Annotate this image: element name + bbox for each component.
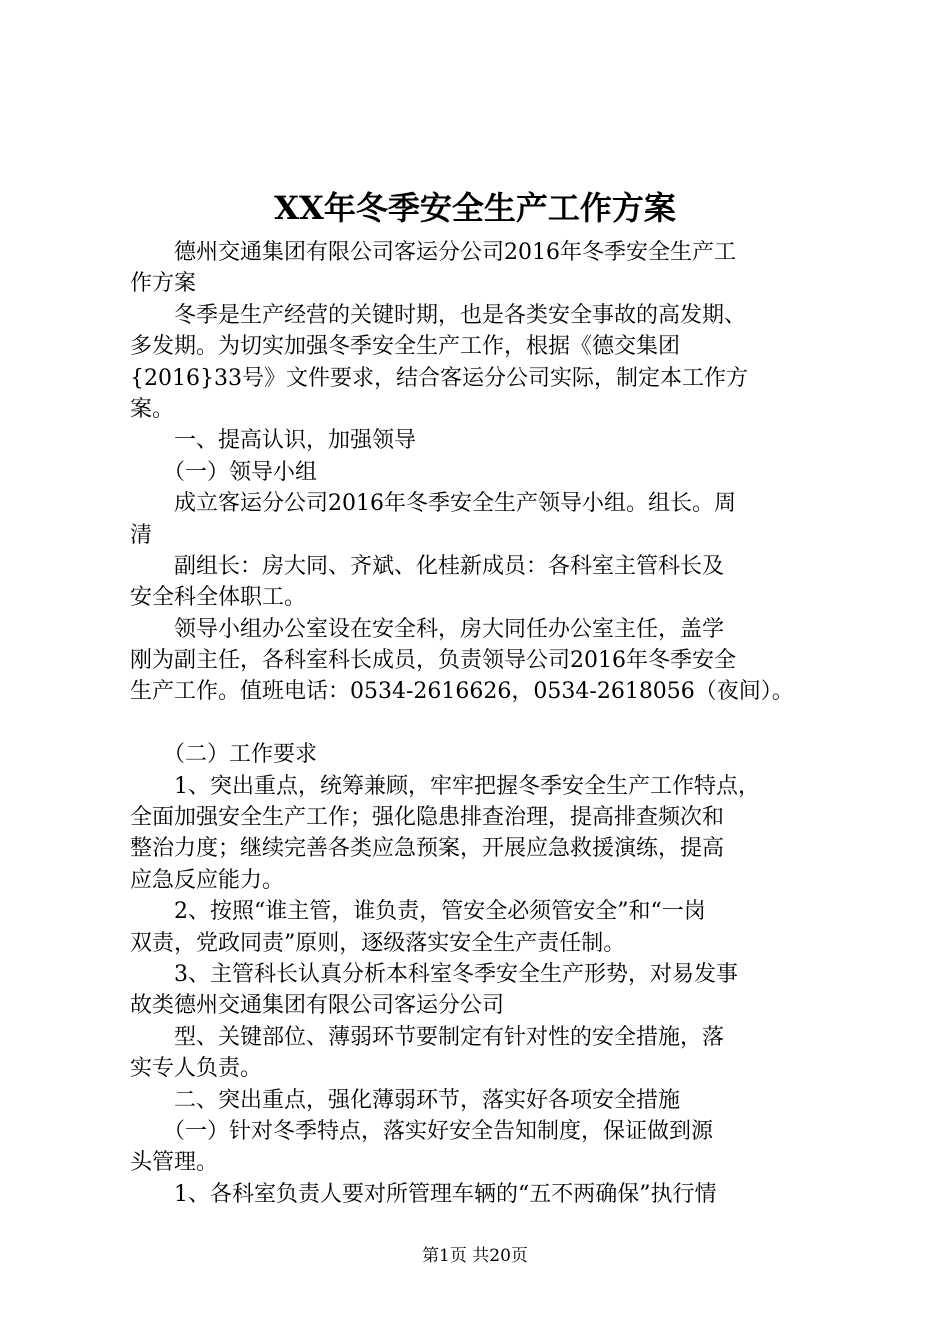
body-line: 1、突出重点，统筹兼顾，牢牢把握冬季安全生产工作特点，	[130, 773, 760, 799]
body-line: 成立客运分公司2016年冬季安全生产领导小组。组长。周	[130, 491, 736, 517]
body-line: 生产工作。值班电话：0534-2616626，0534-2618056（夜间）。	[130, 679, 794, 705]
body-line: 清	[130, 522, 153, 548]
body-line: 一、提高认识，加强领导	[130, 428, 417, 454]
body-line: 3、主管科长认真分析本科室冬季安全生产形势，对易发事	[130, 961, 738, 987]
body-line: 型、关键部位、薄弱环节要制定有针对性的安全措施，落	[130, 1024, 725, 1050]
body-line: （二）工作要求	[130, 742, 318, 768]
document-body	[130, 237, 840, 1210]
body-line: 头管理。	[130, 1150, 219, 1176]
body-line: 应急反应能力。	[130, 867, 285, 893]
document-title: XX年冬季安全生产工作方案	[274, 189, 676, 227]
body-line: 德州交通集团有限公司客运分公司2016年冬季安全生产工	[130, 240, 736, 265]
body-line: 2、按照“谁主管，谁负责，管安全必须管安全”和“一岗	[130, 899, 706, 925]
body-line: 副组长：房大同、齐斌、化桂新成员：各科室主管科长及	[130, 553, 725, 579]
body-line: （一）领导小组	[130, 459, 318, 485]
body-line: 双责，党政同责”原则，逐级落实安全生产责任制。	[130, 930, 626, 956]
body-line: 二、突出重点，强化薄弱环节，落实好各项安全措施	[130, 1087, 681, 1113]
body-line: 多发期。为切实加强冬季安全生产工作，根据《德交集团	[130, 334, 681, 360]
body-line: 1、各科室负责人要对所管理车辆的“五不两确保”执行情	[130, 1181, 717, 1207]
body-line: 整治力度；继续完善各类应急预案，开展应急救援演练，提高	[130, 836, 725, 862]
body-line: 安全科全体职工。	[130, 585, 307, 611]
body-line	[130, 708, 840, 739]
body-line: {2016}33号》文件要求，结合客运分公司实际，制定本工作方	[130, 365, 748, 391]
body-line: 全面加强安全生产工作；强化隐患排查治理，提高排查频次和	[130, 805, 725, 831]
body-line: （一）针对冬季特点，落实好安全告知制度，保证做到源	[130, 1118, 714, 1144]
body-line: 冬季是生产经营的关键时期，也是各类安全事故的高发期、	[130, 302, 747, 328]
body-line: 刚为副主任，各科室科长成员，负责领导公司2016年冬季安全	[130, 648, 736, 674]
body-line: 实专人负责。	[130, 1056, 263, 1082]
body-line: 故类德州交通集团有限公司客运分公司	[130, 993, 505, 1019]
page-footer: 第1页 共20页	[422, 1246, 528, 1266]
body-line: 作方案	[130, 271, 197, 297]
body-line: 领导小组办公室设在安全科，房大同任办公室主任，盖学	[130, 616, 725, 642]
body-line: 案。	[130, 396, 175, 422]
